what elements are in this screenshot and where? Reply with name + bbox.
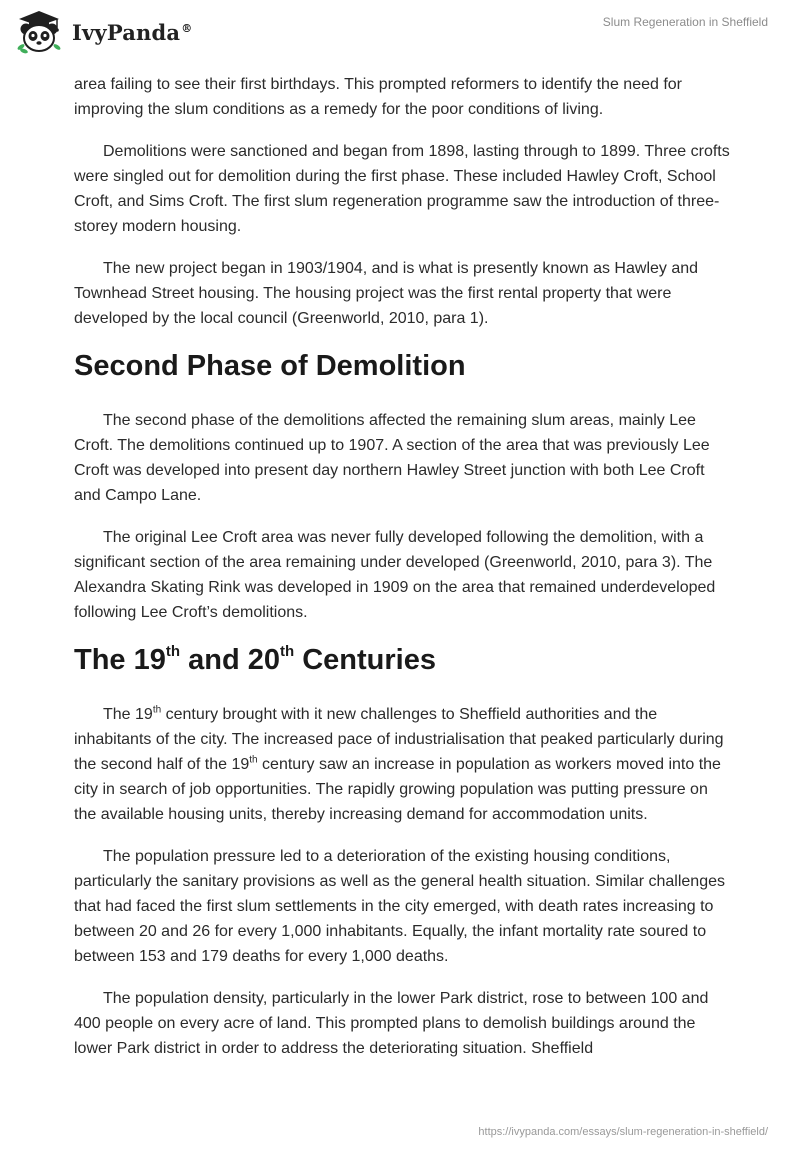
source-url[interactable]: https://ivypanda.com/essays/slum-regeneration-in-sheffield/ <box>478 1126 768 1138</box>
running-title: Slum Regeneration in Sheffield <box>602 15 768 29</box>
paragraph: The population pressure led to a deterioration of the existing housing conditions, particularly the sanitary provisions as well as the general health situation. Similar challenges that had faced the first slum settlements in the city emerged, with death rates increasing to between 20 and 26 for every 1,000 inhabitants. Equally, the infant mortality rate soured to between 153 and 179 deaths for every 1,000 deaths. <box>74 848 725 965</box>
page-header <box>0 0 800 72</box>
paragraph: The second phase of the demolitions affected the remaining slum areas, mainly Lee Croft. The demolitions continued up to 1907. A section of the area that was previously Lee Croft was developed into present day northern Hawley Street junction with both Lee Croft and Campo Lane. <box>74 412 710 504</box>
ivypanda-logo[interactable] <box>14 8 192 56</box>
section-heading: Second Phase of Demolition <box>74 350 466 382</box>
paragraph: The original Lee Croft area was never fully developed following the demolition, with a significant section of the area remaining under developed (Greenworld, 2010, para 3). The Alexandra Skating Rink was developed in 1909 on the area that remained underdeveloped following Lee Croft’s demolitions. <box>74 529 716 621</box>
paragraph: The population density, particularly in the lower Park district, rose to between 100 and 400 people on every acre of land. This prompted plans to demolish buildings around the lower Park district in order to address the deteriorating situation. Sheffield <box>74 990 709 1057</box>
essay-body <box>74 72 734 1078</box>
section-heading: The 19th and 20th Centuries <box>74 643 436 676</box>
panda-mascot-icon <box>14 9 64 55</box>
paragraph: area failing to see their first birthdays. This prompted reformers to identify the need for improving the slum conditions as a remedy for the poor conditions of living. <box>74 76 682 118</box>
paragraph: The 19th century brought with it new challenges to Sheffield authorities and the inhabitants of the city. The increased pace of industrialisation that peaked particularly during the second half of the 19th century saw an increase in population as workers moved into the city in search of job opportunities. The rapidly growing population was putting pressure on the available housing units, thereby increasing demand for accommodation units. <box>74 704 724 823</box>
paragraph: The new project began in 1903/1904, and is what is presently known as Hawley and Townhead Street housing. The housing project was the first rental property that were developed by the local council (Greenworld, 2010, para 1). <box>74 260 699 327</box>
paragraph: Demolitions were sanctioned and began from 1898, lasting through to 1899. Three crofts were singled out for demolition during the first phase. These included Hawley Croft, School Croft, and Sims Croft. The first slum regeneration programme saw the introduction of three-storey modern housing. <box>74 143 730 235</box>
logo-wordmark: IvyPanda® <box>72 19 193 45</box>
